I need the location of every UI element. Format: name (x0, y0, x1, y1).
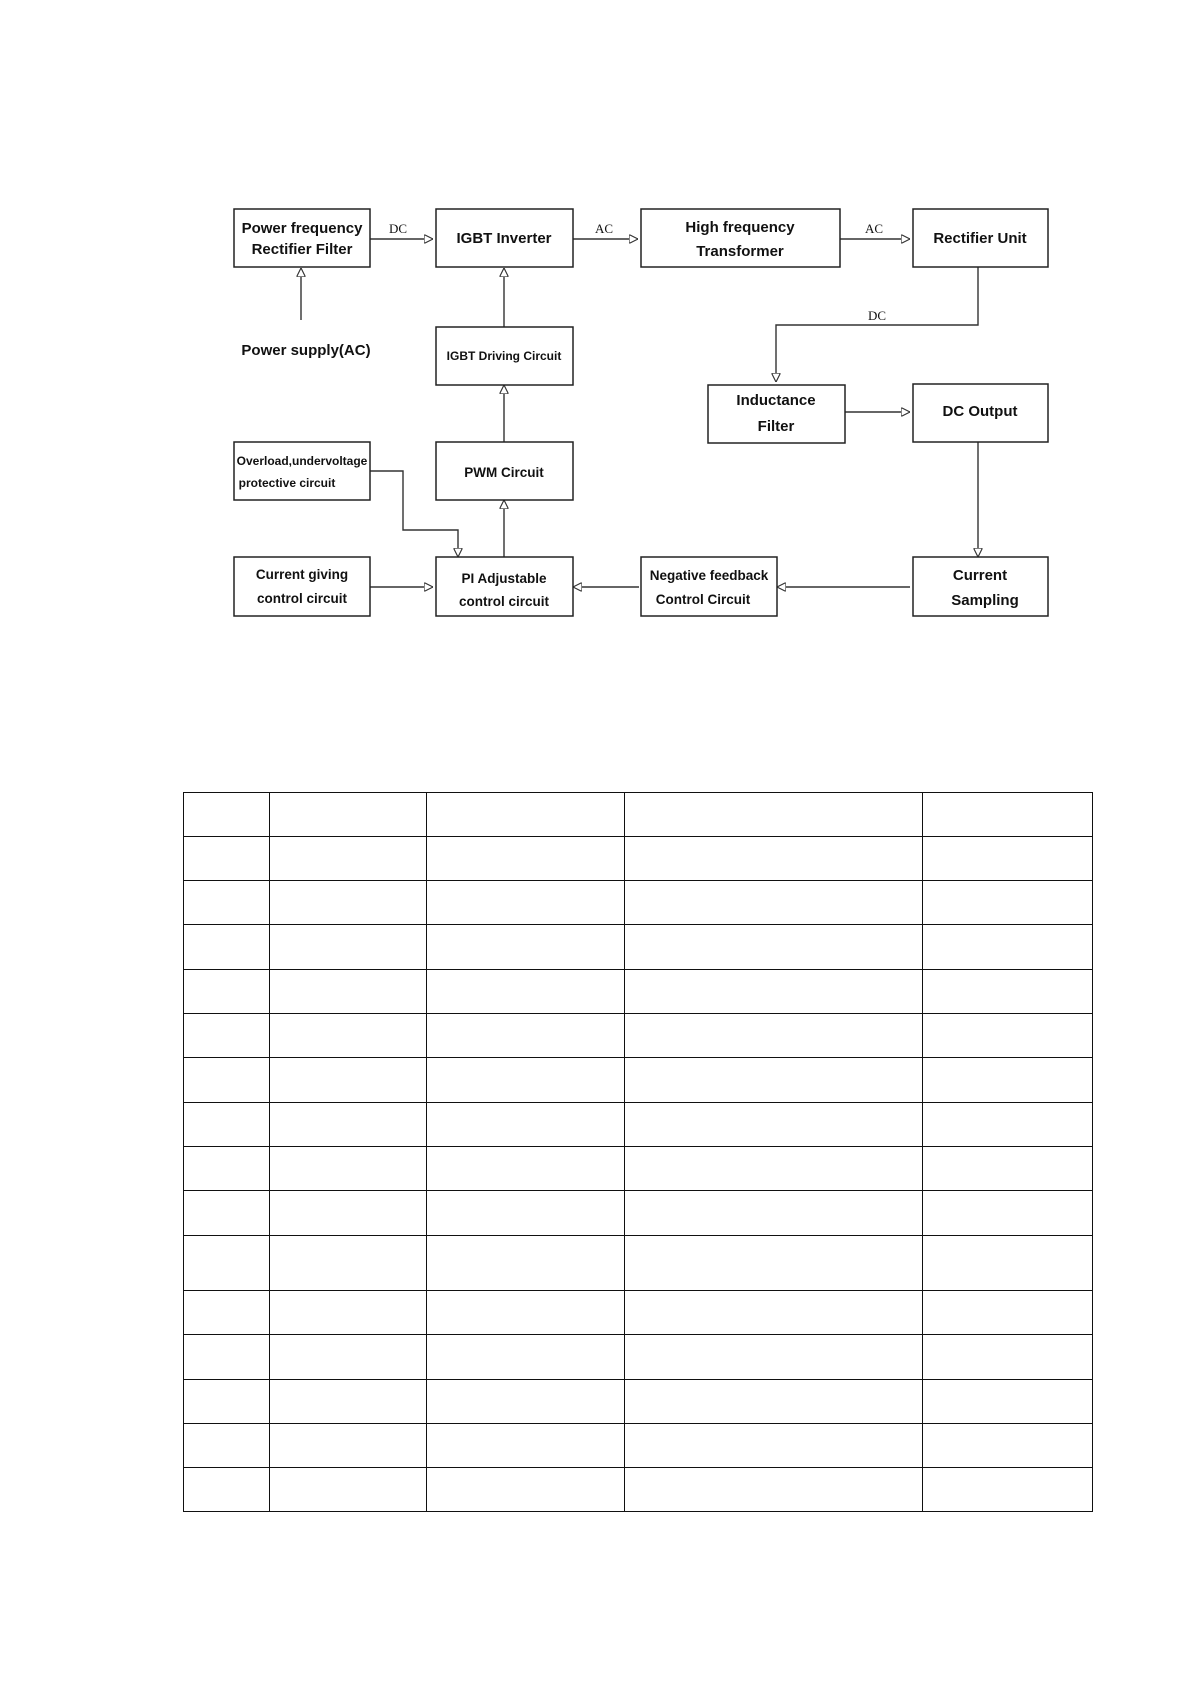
table-cell (625, 1103, 923, 1147)
label-dc-1: DC (388, 221, 408, 236)
table-row (184, 881, 1093, 925)
table-cell (923, 1103, 1093, 1147)
table-cell (270, 1103, 427, 1147)
svg-text:Negative feedback (650, 568, 769, 583)
table-cell (270, 1236, 427, 1291)
block-pwm-circuit (436, 442, 573, 500)
table-cell (625, 970, 923, 1014)
block-text: Negative feedback (649, 568, 769, 583)
table-cell (625, 1236, 923, 1291)
table-cell (270, 1424, 427, 1468)
block-text: DC Output (942, 403, 1018, 420)
table-cell (270, 1191, 427, 1236)
svg-text:Filter (758, 418, 795, 435)
block-igbt-inverter (436, 209, 573, 267)
table-cell (184, 1380, 270, 1424)
table-cell (625, 1291, 923, 1335)
table-cell (270, 837, 427, 881)
label-power-supply: Power supply(AC) (241, 342, 371, 359)
table-cell (625, 925, 923, 970)
block-text: IGBT Driving Circuit (446, 349, 562, 363)
svg-text:High frequency (685, 219, 795, 236)
block-text: PWM Circuit (464, 465, 544, 480)
table-cell (184, 1103, 270, 1147)
block-protective-circuit (234, 442, 370, 500)
table-cell (270, 1147, 427, 1191)
svg-text:Inductance (736, 392, 815, 409)
table-cell (625, 1335, 923, 1380)
table-cell (184, 881, 270, 925)
svg-text:Overload,undervoltage (237, 454, 368, 468)
table-row (184, 1468, 1093, 1512)
table-cell (184, 1291, 270, 1335)
table-cell (923, 1424, 1093, 1468)
table-cell (270, 1380, 427, 1424)
table-row (184, 1236, 1093, 1291)
table-cell (184, 925, 270, 970)
table-row (184, 925, 1093, 970)
svg-text:Rectifier Unit (933, 230, 1026, 247)
table-cell (427, 1335, 625, 1380)
table-row (184, 1147, 1093, 1191)
table-cell (427, 1380, 625, 1424)
table-cell (625, 1380, 923, 1424)
table-cell (270, 793, 427, 837)
table-cell (923, 793, 1093, 837)
block-text: High frequency (685, 219, 795, 236)
table-cell (270, 1014, 427, 1058)
block-text: Inductance (736, 392, 816, 409)
table-cell (184, 1335, 270, 1380)
table-cell (184, 1468, 270, 1512)
svg-text:control circuit (257, 591, 348, 606)
table-cell (270, 1468, 427, 1512)
table-cell (923, 1236, 1093, 1291)
table-cell (625, 1424, 923, 1468)
block-rectifier-filter (234, 209, 370, 267)
table-cell (427, 1468, 625, 1512)
block-text: control circuit (256, 591, 348, 606)
table-cell (923, 1058, 1093, 1103)
table-cell (625, 837, 923, 881)
block-text: Current giving (255, 567, 349, 582)
block-text: Sampling (951, 592, 1019, 609)
block-text: Overload,undervoltage (236, 454, 368, 468)
table-cell (923, 925, 1093, 970)
block-text: Power frequency (241, 220, 363, 237)
svg-text:PI Adjustable (461, 571, 547, 586)
table-cell (427, 1191, 625, 1236)
table-cell (625, 1058, 923, 1103)
table-cell (270, 925, 427, 970)
table-cell (427, 1058, 625, 1103)
svg-text:DC Output (943, 403, 1018, 420)
table-cell (270, 1058, 427, 1103)
connectors (301, 239, 978, 587)
table-cell (427, 1147, 625, 1191)
table-cell (625, 1014, 923, 1058)
wire-rectifier-unit-to-inductance (776, 267, 978, 382)
svg-text:Current (953, 567, 1007, 584)
block-text: control circuit (458, 594, 550, 609)
table-cell (923, 837, 1093, 881)
table-row (184, 1335, 1093, 1380)
block-diagram (0, 0, 1192, 660)
svg-text:protective circuit (239, 476, 336, 490)
block-dc-output (913, 384, 1048, 442)
table-cell (427, 1424, 625, 1468)
label-ac-1: AC (594, 221, 614, 236)
label-dc-2: DC (867, 308, 887, 323)
svg-text:PWM Circuit (464, 465, 544, 480)
table-cell (625, 793, 923, 837)
table-cell (427, 1014, 625, 1058)
table-row (184, 1014, 1093, 1058)
table-cell (625, 1147, 923, 1191)
table-cell (270, 881, 427, 925)
table-cell (923, 1291, 1093, 1335)
table-cell (184, 970, 270, 1014)
block-hf-transformer (641, 209, 840, 267)
block-negative-feedback (641, 557, 777, 616)
table-cell (625, 881, 923, 925)
table-cell (923, 1147, 1093, 1191)
table-cell (427, 837, 625, 881)
table-cell (923, 881, 1093, 925)
table-cell (427, 970, 625, 1014)
table-cell (427, 1291, 625, 1335)
table-cell (184, 837, 270, 881)
block-text: Rectifier Unit (933, 230, 1027, 247)
table-cell (184, 1014, 270, 1058)
block-text: Rectifier Filter (251, 241, 353, 258)
table-cell (625, 1191, 923, 1236)
svg-text:IGBT Inverter (456, 230, 551, 247)
block-text: PI Adjustable (461, 571, 547, 586)
table-cell (270, 1335, 427, 1380)
table-cell (184, 793, 270, 837)
table-cell (270, 970, 427, 1014)
svg-text:Current giving (256, 567, 348, 582)
block-text: IGBT Inverter (456, 230, 552, 247)
table-cell (270, 1291, 427, 1335)
block-inductance-filter (708, 385, 845, 443)
table-cell (184, 1236, 270, 1291)
block-current-sampling (913, 557, 1048, 616)
table-cell (923, 1335, 1093, 1380)
table-row (184, 1191, 1093, 1236)
table-cell (184, 1191, 270, 1236)
svg-text:Rectifier Filter (252, 241, 353, 258)
block-text: protective circuit (238, 476, 336, 490)
label-ac-2: AC (864, 221, 884, 236)
table-cell (427, 793, 625, 837)
table-row (184, 837, 1093, 881)
table-row (184, 1424, 1093, 1468)
svg-text:control circuit (459, 594, 550, 609)
block-text: Control Circuit (655, 592, 751, 607)
block-rectifier-unit (913, 209, 1048, 267)
table-cell (184, 1424, 270, 1468)
table-cell (184, 1147, 270, 1191)
table-cell (625, 1468, 923, 1512)
spec-table (183, 792, 1093, 1512)
table-cell (923, 1380, 1093, 1424)
block-igbt-driving (436, 327, 573, 385)
spec-table-body (184, 793, 1093, 1512)
table-row (184, 970, 1093, 1014)
table-cell (184, 1058, 270, 1103)
block-text: Filter (757, 418, 795, 435)
table-cell (923, 1468, 1093, 1512)
table-cell (427, 1103, 625, 1147)
table-row (184, 1103, 1093, 1147)
block-text: Transformer (696, 243, 784, 260)
table-cell (923, 1191, 1093, 1236)
block-current-giving (234, 557, 370, 616)
table-cell (427, 1236, 625, 1291)
svg-text:Transformer (696, 243, 784, 260)
table-cell (923, 1014, 1093, 1058)
svg-text:Sampling (951, 592, 1019, 609)
table-cell (923, 970, 1093, 1014)
table-row (184, 1058, 1093, 1103)
block-pi-adjustable (436, 557, 573, 616)
table-cell (427, 881, 625, 925)
svg-text:Power frequency (242, 220, 364, 237)
block-text: Current (952, 567, 1008, 584)
table-row (184, 793, 1093, 837)
svg-text:Control Circuit (656, 592, 751, 607)
svg-text:IGBT Driving Circuit (447, 349, 562, 363)
table-row (184, 1380, 1093, 1424)
table-row (184, 1291, 1093, 1335)
table-cell (427, 925, 625, 970)
